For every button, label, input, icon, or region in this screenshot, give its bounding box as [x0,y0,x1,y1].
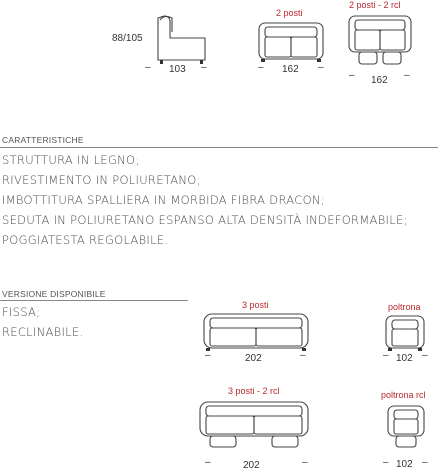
sofa-2-rcl-left-dash: – [349,70,355,81]
poltrona-drawing [384,312,429,354]
sofa-2-title: 2 posti [276,8,303,18]
sofa-2-width-label: 162 [282,64,299,75]
side-width-left-dash: – [145,62,151,73]
caratteristiche-heading: CARATTERISTICHE [2,135,84,145]
poltrona-rcl-width-label: 102 [396,459,413,470]
sofa-2-left-dash: – [258,62,264,73]
sofa-3-rcl-width-label: 202 [243,460,260,471]
poltrona-left-dash: – [383,350,389,361]
sofa-2-rcl-title: 2 posti - 2 rcl [349,0,401,10]
poltrona-rcl-right-dash: – [422,457,428,468]
side-width-label: 103 [169,64,186,75]
side-width-right-dash: – [201,62,207,73]
sofa-3-rcl-left-dash: – [205,457,211,468]
spec-item: RIVESTIMENTO IN POLIURETANO; [2,173,201,187]
side-height-label: 88/105 [112,33,143,44]
sofa-3-title: 3 posti [242,300,269,310]
spec-item: IMBOTTITURA SPALLIERA IN MORBIDA FIBRA DRACON; [2,193,326,207]
side-view-drawing [150,10,210,70]
sofa-2-rcl-width-label: 162 [371,75,388,86]
versione-heading: VERSIONE DISPONIBILE [2,289,106,299]
sofa-3-drawing [202,310,312,355]
sofa-3-width-label: 202 [245,353,262,364]
poltrona-width-label: 102 [396,353,413,364]
spec-item: POGGIATESTA REGOLABILE. [2,233,169,247]
poltrona-right-dash: – [422,350,428,361]
sofa-2-rcl-right-dash: – [404,70,410,81]
sofa-2-right-dash: – [318,62,324,73]
poltrona-rcl-title: poltrona rcl [381,390,426,400]
poltrona-title: poltrona [388,302,421,312]
version-item: RECLINABILE. [2,325,84,339]
sofa-3-right-dash: – [300,350,306,361]
version-item: FISSA; [2,305,41,319]
sofa-3-rcl-title: 3 posti - 2 rcl [228,386,280,396]
poltrona-rcl-drawing [386,402,431,454]
sofa-2-drawing [257,19,327,64]
sofa-3-rcl-drawing [198,398,313,453]
sofa-3-rcl-right-dash: – [302,457,308,468]
spec-item: SEDUTA IN POLIURETANO ESPANSO ALTA DENSITÀ INDEFORMABILE; [2,213,408,227]
sofa-3-left-dash: – [205,350,211,361]
spec-item: STRUTTURA IN LEGNO; [2,153,140,167]
poltrona-rcl-left-dash: – [383,457,389,468]
caratteristiche-rule [0,147,438,148]
versione-rule [0,300,188,301]
sofa-2-rcl-drawing [347,12,417,72]
